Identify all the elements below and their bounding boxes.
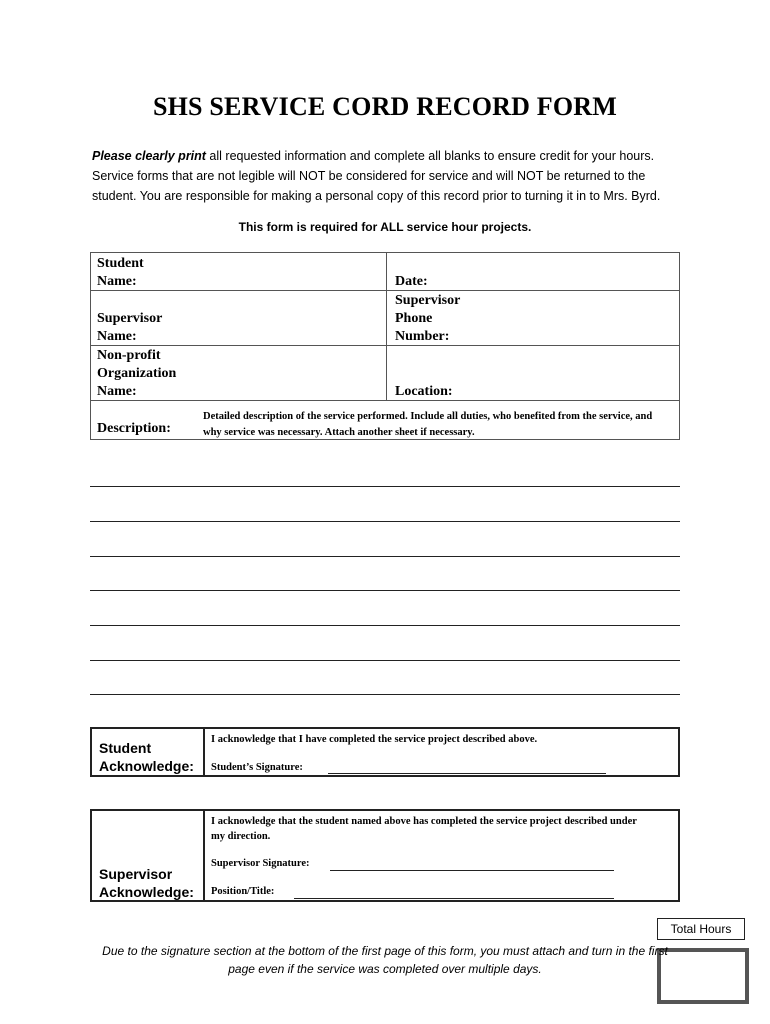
organization-name-label[interactable]: Non-profit Organization Name: xyxy=(97,348,177,399)
row-divider xyxy=(91,345,679,346)
description-line[interactable] xyxy=(90,556,680,557)
form-title: SHS SERVICE CORD RECORD FORM xyxy=(152,92,618,121)
position-title-label: Position/Title: xyxy=(211,886,275,897)
instructions-text: all requested information and complete all blanks to ensure credit for your hours. Service forms that are not legible will NOT be considered for service and will NOT be returned to the student. You are responsible for making a personal copy of this record prior to turning it in to Mrs. Byrd. xyxy=(92,149,661,203)
supervisor-signature-line[interactable] xyxy=(330,870,614,871)
student-acknowledge-heading: Student Acknowledge: xyxy=(99,740,194,774)
description-line[interactable] xyxy=(90,486,680,487)
description-note: Detailed description of the service performed. Include all duties, who benefited from the service, and why service was necessary. Attach another sheet if necessary. xyxy=(203,411,653,438)
column-divider xyxy=(386,253,387,400)
supervisor-name-label[interactable]: Supervisor Name: xyxy=(97,311,163,344)
info-table xyxy=(90,252,680,440)
row-divider xyxy=(91,400,679,401)
student-signature-line[interactable] xyxy=(328,773,606,774)
instructions-lead: Please clearly print xyxy=(92,149,206,163)
description-line[interactable] xyxy=(90,625,680,626)
position-title-line[interactable] xyxy=(294,898,614,899)
description-line[interactable] xyxy=(90,660,680,661)
required-note: This form is required for ALL service hour projects. xyxy=(238,220,532,234)
student-signature-label: Student’s Signature: xyxy=(211,762,303,773)
student-acknowledge-box xyxy=(90,727,680,777)
footer-note: Due to the signature section at the bottom of the first page of this form, you must attach and turn in the first page even if the service was completed over multiple days. xyxy=(102,944,668,976)
description-line[interactable] xyxy=(90,694,680,695)
box-divider xyxy=(203,811,205,900)
location-label[interactable]: Location: xyxy=(395,384,453,399)
student-name-label[interactable]: Student Name: xyxy=(97,256,144,289)
supervisor-acknowledge-box xyxy=(90,809,680,902)
instructions xyxy=(92,146,692,206)
description-label[interactable]: Description: xyxy=(97,421,171,436)
supervisor-signature-label: Supervisor Signature: xyxy=(211,858,310,869)
box-divider xyxy=(203,729,205,775)
description-line[interactable] xyxy=(90,590,680,591)
supervisor-acknowledge-heading: Supervisor Acknowledge: xyxy=(99,866,194,900)
student-acknowledge-statement: I acknowledge that I have completed the service project described above. xyxy=(211,734,538,745)
total-hours-label: Total Hours xyxy=(657,918,745,940)
description-line[interactable] xyxy=(90,521,680,522)
row-divider xyxy=(91,290,679,291)
supervisor-phone-label[interactable]: Supervisor Phone Number: xyxy=(395,293,461,344)
date-label[interactable]: Date: xyxy=(395,274,428,289)
supervisor-acknowledge-statement: I acknowledge that the student named above has completed the service project described under my direction. xyxy=(211,816,637,842)
